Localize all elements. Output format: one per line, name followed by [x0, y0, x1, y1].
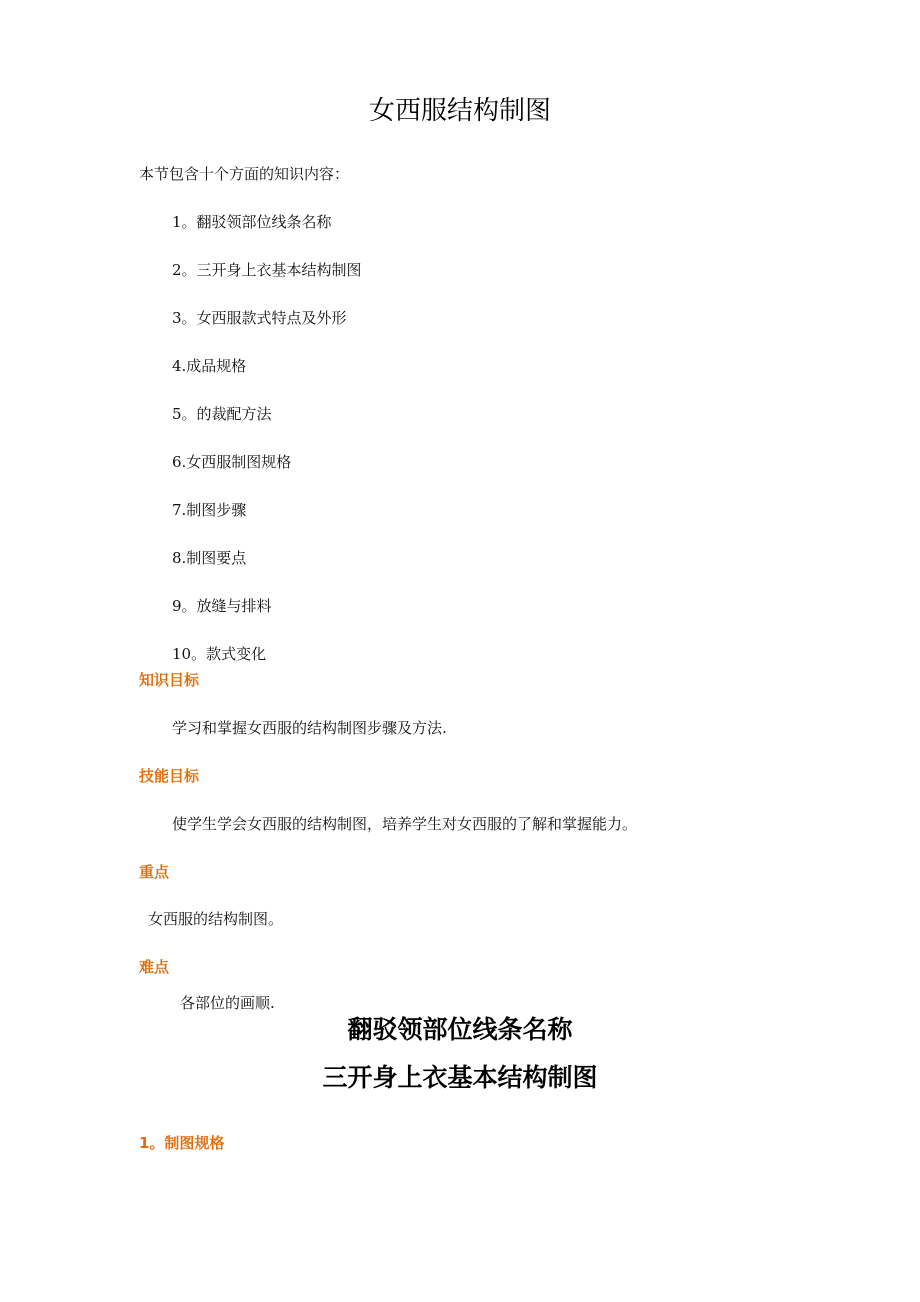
knowledge-goal-text: 学习和掌握女西服的结构制图步骤及方法.	[172, 719, 447, 737]
knowledge-goal-heading: 知识目标	[139, 671, 200, 689]
list-item: 3。女西服款式特点及外形	[172, 309, 347, 327]
difficulty-text: 各部位的画顺.	[180, 994, 275, 1012]
skill-goal-text: 使学生学会女西服的结构制图，培养学生对女西服的了解和掌握能力。	[172, 815, 638, 833]
section-heading-collar: 翻驳领部位线条名称	[347, 1015, 573, 1044]
key-point-heading: 重点	[139, 863, 170, 881]
list-item: 4.成品规格	[172, 357, 247, 375]
list-item: 5。的裁配方法	[172, 405, 272, 423]
page-title: 女西服结构制图	[368, 96, 551, 126]
list-item: 7.制图步骤	[172, 501, 247, 519]
skill-goal-heading: 技能目标	[139, 767, 200, 785]
section-heading-structure: 三开身上衣基本结构制图	[322, 1063, 598, 1092]
subsection-heading: 1。制图规格	[139, 1134, 225, 1152]
intro-text: 本节包含十个方面的知识内容：	[139, 165, 350, 183]
key-point-text: 女西服的结构制图。	[148, 910, 284, 928]
list-item: 9。放缝与排料	[172, 597, 272, 615]
list-item: 6.女西服制图规格	[172, 453, 292, 471]
difficulty-heading: 难点	[139, 958, 170, 976]
list-item: 1。翻驳领部位线条名称	[172, 213, 332, 231]
list-item: 8.制图要点	[172, 549, 247, 567]
list-item: 10。款式变化	[172, 645, 267, 663]
list-item: 2。三开身上衣基本结构制图	[172, 261, 362, 279]
